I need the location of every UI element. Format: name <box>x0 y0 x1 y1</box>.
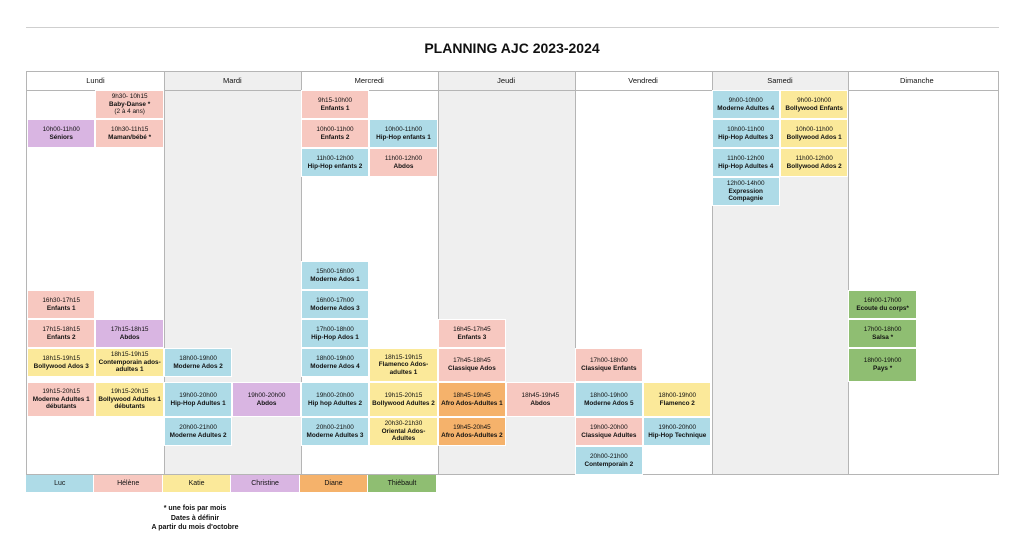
class-name: Bollywood Adultes 1 débutants <box>98 395 161 411</box>
class-time: 18h45-19h45 <box>453 391 491 399</box>
class-time: 18h00-19h00 <box>179 354 217 362</box>
class-name: Bollywood Ados 1 <box>786 133 842 141</box>
class-slot <box>575 446 643 475</box>
footnotes <box>130 504 260 533</box>
class-slot <box>712 90 780 119</box>
day-header-mardi: Mardi <box>222 76 242 85</box>
class-slot <box>712 119 780 148</box>
class-name: Moderne Adultes 2 <box>169 431 227 439</box>
class-name: Contemporain ados-adultes 1 <box>98 358 161 374</box>
class-slot <box>369 417 437 446</box>
class-time: 20h00-21h00 <box>179 423 217 431</box>
class-slot <box>780 148 848 177</box>
class-slot <box>301 319 369 348</box>
class-time: 10h00-11h00 <box>795 125 833 133</box>
class-time: 18h00-19h00 <box>589 391 628 399</box>
class-slot <box>27 348 95 377</box>
class-name: Hip-Hop enfants 1 <box>376 133 431 141</box>
class-time: 19h00-20h00 <box>316 391 354 399</box>
column-divider <box>848 72 849 474</box>
class-name: Afro Ados-Adultes 2 <box>441 431 503 439</box>
class-slot <box>95 382 163 417</box>
class-slot <box>301 290 369 319</box>
footnote-line: * une fois par mois <box>163 505 227 512</box>
class-time: 10h00-11h00 <box>42 125 80 133</box>
class-note: (2 à 4 ans) <box>114 108 145 116</box>
class-slot <box>301 119 369 148</box>
class-slot <box>27 119 95 148</box>
class-time: 12h00-14h00 <box>726 180 765 188</box>
class-time: 11h00-12h00 <box>316 154 354 162</box>
class-slot <box>369 382 437 417</box>
class-slot <box>848 319 916 348</box>
page-title: PLANNING AJC 2023-2024 <box>424 40 600 56</box>
class-name: Abdos <box>393 162 414 170</box>
class-name: Hip-Hop Adultes 1 <box>170 399 226 407</box>
class-name: Moderne Adultes 3 <box>306 431 364 439</box>
class-name: Hip-Hop Adultes 3 <box>718 133 774 141</box>
class-name: Enfants 2 <box>46 333 76 341</box>
class-slot <box>95 119 163 148</box>
class-slot <box>95 319 163 348</box>
class-name: Moderne Ados 5 <box>584 399 634 407</box>
class-name: Hip hop Adultes 2 <box>307 399 363 407</box>
class-name: Oriental Ados-Adultes <box>381 427 426 443</box>
class-time: 20h30-21h30 <box>384 420 423 428</box>
class-slot <box>438 348 506 382</box>
class-slot <box>575 382 643 417</box>
class-slot <box>27 382 95 417</box>
class-time: 19h45-20h45 <box>453 423 491 431</box>
class-name: Bollywood Adultes 2 <box>372 399 435 407</box>
class-name: Hip-Hop Adultes 4 <box>718 162 774 170</box>
class-name: Moderne Ados 4 <box>310 362 360 370</box>
class-time: 18h00-19h00 <box>658 391 697 399</box>
legend-teacher-katie: Katie <box>163 475 231 492</box>
class-name: Classique Enfants <box>581 365 637 372</box>
class-name: Enfants 1 <box>320 104 350 112</box>
class-time: 15h00-16h00 <box>316 267 354 275</box>
class-time: 19h15-20h15 <box>384 391 423 399</box>
class-name: Expression Compagnie <box>728 187 764 203</box>
class-slot <box>164 382 232 417</box>
header-divider <box>27 90 998 91</box>
class-time: 16h00-17h00 <box>316 296 354 304</box>
class-name: Hip-Hop enfants 2 <box>307 162 363 170</box>
class-time: 19h00-20h00 <box>247 391 286 399</box>
class-slot <box>438 319 506 348</box>
class-name: Ecoute du corps* <box>856 304 909 312</box>
class-slot <box>232 382 300 417</box>
class-time: 10h00-11h00 <box>727 125 765 133</box>
class-slot <box>369 119 437 148</box>
class-slot <box>301 148 369 177</box>
class-time: 16h30-17h15 <box>42 296 81 304</box>
class-time: 11h00-12h00 <box>795 154 833 162</box>
day-header-mercredi: Mercredi <box>354 76 384 85</box>
class-name: Abdos <box>256 399 277 407</box>
class-name: Contemporain 2 <box>584 460 634 468</box>
class-time: 18h45-19h45 <box>521 391 560 399</box>
class-slot <box>95 348 163 377</box>
class-slot <box>780 90 848 119</box>
class-slot <box>438 382 506 417</box>
legend-teacher-thiébault: Thiébault <box>368 475 436 492</box>
day-header-jeudi: Jeudi <box>497 76 516 85</box>
day-header-lundi: Lundi <box>86 76 105 85</box>
class-time: 17h15-18h15 <box>110 325 149 333</box>
class-name: Hip-Hop Ados 1 <box>311 333 359 341</box>
class-name: Bollywood Ados 2 <box>786 162 842 170</box>
class-time: 17h00-18h00 <box>589 357 628 365</box>
class-name: Hip-Hop Technique <box>648 431 707 439</box>
class-slot <box>369 148 437 177</box>
class-name: Classique Ados <box>448 365 496 372</box>
class-time: 17h00-18h00 <box>863 325 902 333</box>
top-divider <box>26 27 999 28</box>
class-name: Moderne Ados 3 <box>310 304 360 312</box>
class-name: Moderne Adultes 1 débutants <box>32 395 90 411</box>
class-time: 10h00-11h00 <box>384 125 423 133</box>
class-slot <box>575 417 643 446</box>
class-time: 20h00-21h00 <box>316 423 354 431</box>
class-slot <box>164 348 232 377</box>
class-time: 19h00-20h00 <box>658 423 697 431</box>
class-time: 9h00-10h00 <box>728 96 763 104</box>
class-time: 18h15-19h15 <box>384 353 423 361</box>
class-slot <box>643 417 711 446</box>
class-time: 11h00-12h00 <box>727 154 765 162</box>
class-name: Enfants 1 <box>46 304 76 312</box>
class-slot <box>643 382 711 417</box>
class-slot <box>301 261 369 290</box>
class-name: Séniors <box>49 133 73 141</box>
legend-teacher-diane: Diane <box>300 475 368 492</box>
class-slot <box>301 348 369 377</box>
class-time: 18h15-19h15 <box>42 354 81 362</box>
class-time: 17h45-18h45 <box>453 357 491 365</box>
legend-teacher-hélène: Hélène <box>94 475 162 492</box>
class-name: Classique Adultes <box>581 431 637 439</box>
class-name: Baby-Danse * <box>109 100 151 108</box>
class-time: 17h15-18h15 <box>42 325 81 333</box>
class-time: 20h00-21h00 <box>589 452 628 460</box>
class-name: Afro Ados-Adultes 1 <box>441 399 503 407</box>
class-name: Moderne Adultes 4 <box>717 104 775 112</box>
class-slot <box>848 290 916 319</box>
class-time: 16h00-17h00 <box>863 296 902 304</box>
class-name: Abdos <box>119 333 140 341</box>
class-slot <box>301 382 369 417</box>
class-time: 9h30- 10h15 <box>111 93 148 101</box>
class-name: Enfants 2 <box>320 133 350 141</box>
class-time: 19h15-20h15 <box>110 388 149 396</box>
class-time: 18h00-19h00 <box>316 354 354 362</box>
class-time: 18h00-19h00 <box>863 357 902 365</box>
class-time: 10h30-11h15 <box>111 125 149 133</box>
class-time: 17h00-18h00 <box>316 325 354 333</box>
class-slot <box>438 417 506 446</box>
legend-teacher-christine: Christine <box>231 475 299 492</box>
class-time: 19h15-20h15 <box>42 388 81 396</box>
class-name: Flamenco Ados-adultes 1 <box>378 361 429 376</box>
class-name: Flamenco 2 <box>659 399 695 407</box>
class-name: Moderne Ados 1 <box>310 275 360 283</box>
class-name: Maman/bébé * <box>108 133 152 141</box>
class-name: Abdos <box>530 399 551 407</box>
day-header-vendredi: Vendredi <box>628 76 658 85</box>
class-name: Bollywood Ados 3 <box>33 362 89 370</box>
legend-teacher-luc: Luc <box>26 475 94 492</box>
footnote-line: Dates à définir <box>170 514 220 522</box>
class-slot <box>164 417 232 446</box>
footnote-line: A partir du mois d'octobre <box>151 524 239 531</box>
class-name: Bollywood Enfants <box>785 104 843 112</box>
day-header-dimanche: Dimanche <box>899 76 934 85</box>
class-time: 9h00-10h00 <box>797 96 832 104</box>
class-time: 18h15-19h15 <box>110 351 149 359</box>
class-name: Salsa * <box>872 333 894 341</box>
class-slot <box>27 290 95 319</box>
class-slot <box>301 417 369 446</box>
class-name: Enfants 3 <box>457 333 487 341</box>
class-slot <box>712 148 780 177</box>
day-header-samedi: Samedi <box>767 76 793 85</box>
class-slot <box>712 177 780 206</box>
class-time: 9h15-10h00 <box>317 96 353 104</box>
class-name: Pays * <box>873 365 893 372</box>
class-name: Moderne Ados 2 <box>173 362 223 370</box>
class-slot <box>575 348 643 382</box>
class-slot <box>27 319 95 348</box>
class-slot <box>848 348 916 382</box>
class-slot <box>95 90 163 119</box>
class-slot <box>369 348 437 382</box>
class-time: 10h00-11h00 <box>316 125 354 133</box>
class-time: 19h00-20h00 <box>589 423 628 431</box>
class-slot <box>301 90 369 119</box>
class-time: 19h00-20h00 <box>179 391 217 399</box>
schedule-grid <box>26 71 999 475</box>
class-time: 16h45-17h45 <box>453 325 491 333</box>
class-time: 11h00-12h00 <box>384 154 423 162</box>
class-slot <box>780 119 848 148</box>
class-slot <box>506 382 574 417</box>
